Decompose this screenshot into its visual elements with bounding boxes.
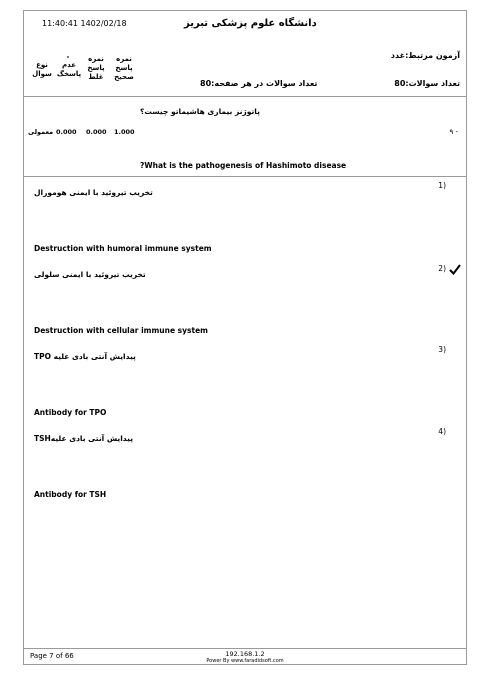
question-type: معمولی — [28, 128, 54, 136]
column-correct: نمره پاسخ صحیح — [114, 55, 134, 81]
option-text-en[interactable]: Destruction with cellular immune system — [34, 326, 208, 335]
page-footer — [24, 648, 466, 666]
wrong-score: 0.000 — [86, 128, 107, 136]
university-title: دانشگاه علوم پزشکی تبریز — [184, 18, 317, 29]
column-wrong: نمره پاسخ غلط — [87, 55, 105, 81]
question-text-en: ?What is the pathogenesis of Hashimoto disease — [140, 161, 347, 170]
option-number: 4) — [438, 427, 446, 436]
option-text-fa[interactable]: پیدایش آنتی بادی علیه TPO — [34, 352, 136, 361]
exam-label: آزمون مرتبط:غدد — [390, 51, 460, 60]
option-number: 1) — [438, 181, 446, 190]
option-text-fa[interactable]: تخریب تیروئید با ایمنی سلولی — [34, 270, 146, 279]
option-number: 3) — [438, 345, 446, 354]
column-type: نوع سوال — [32, 61, 52, 78]
exam-header — [24, 11, 466, 97]
column-none-dash: - — [66, 53, 70, 61]
ip-address: 192.168.1.2 — [225, 650, 265, 658]
exam-page — [23, 10, 467, 665]
option-text-en[interactable]: Destruction with humoral immune system — [34, 244, 212, 253]
check-mark-icon — [449, 260, 461, 279]
powered-by: Power By www.faradidsoft.com — [206, 658, 284, 664]
none-score: 0.000 — [56, 128, 77, 136]
column-none: عدم پاسخگ — [56, 61, 82, 78]
page-number: Page 7 of 66 — [30, 652, 74, 660]
option-text-en[interactable]: Antibody for TSH — [34, 490, 107, 499]
option-text-en[interactable]: Antibody for TPO — [34, 408, 107, 417]
correct-score: 1.000 — [114, 128, 135, 136]
question-row — [24, 96, 466, 177]
question-count: تعداد سوالات:80 — [394, 79, 460, 88]
question-text-fa: پاتوژنز بیماری هاشیماتو چیست؟ — [140, 107, 260, 116]
option-text-fa[interactable]: تخریب تیروئید با ایمنی هومورال — [34, 188, 153, 197]
datetime: 11:40:41 1402/02/18 — [42, 19, 127, 28]
question-number: ۹ - — [449, 128, 458, 136]
questions-per-page: تعداد سوالات در هر صفحه:80 — [200, 79, 318, 88]
option-number: 2) — [438, 264, 446, 273]
option-text-fa[interactable]: پیدایش آنتی بادی علیهTSH — [34, 434, 134, 443]
